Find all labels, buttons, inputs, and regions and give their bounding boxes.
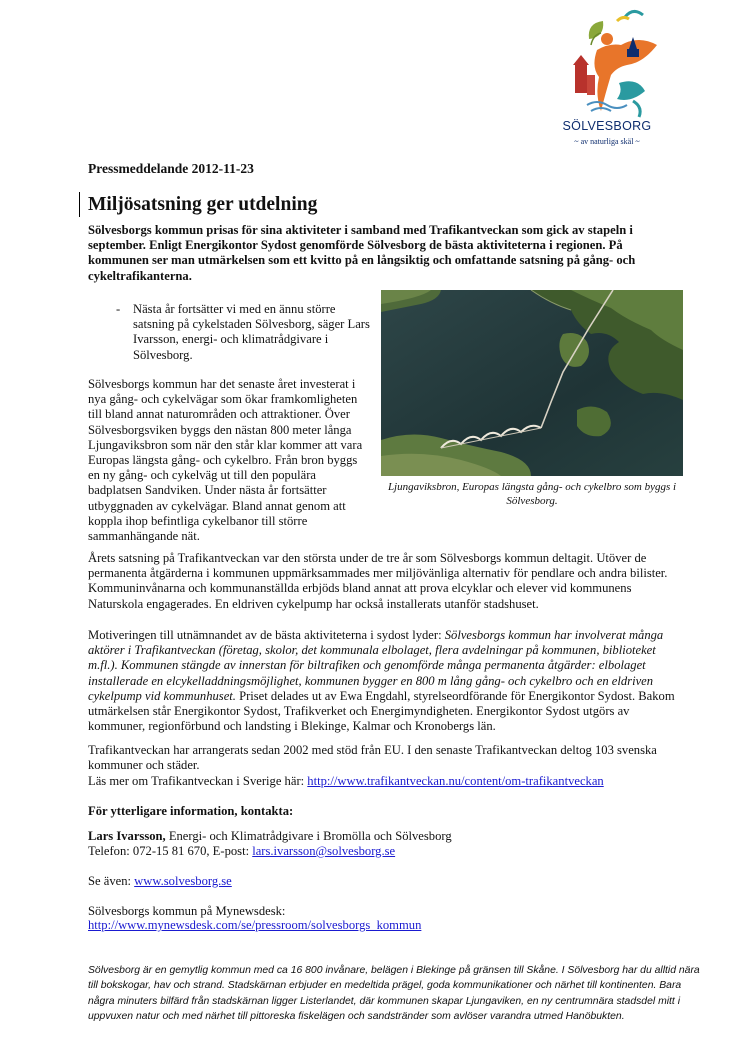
page-title: Miljösatsning ger utdelning — [88, 194, 318, 215]
bridge-photo-image — [381, 290, 683, 476]
contact-email-link[interactable]: lars.ivarsson@solvesborg.se — [252, 844, 396, 858]
read-more-label: Läs mer om Trafikantveckan i Sverige här: — [88, 774, 308, 788]
contact-phone-line — [88, 844, 688, 859]
mynewsdesk-label: Sölvesborgs kommun på Mynewsdesk: — [88, 904, 286, 918]
motivation-outro: Priset delades ut av Ewa Engdahl, styrelseordförande för Energikontor Sydost. Bakom utmärkelsen står Energikontor Sydost, Trafikverket och Energimyndigheten. Energikontor Sydost utgörs av kommuner, regionförbund och landsting i Blekinge, Kalmar och Kronobergs län. — [88, 688, 675, 734]
paragraph-motivation — [88, 628, 688, 734]
lead-paragraph: Sölvesborgs kommun prisas för sina aktiviteter i samband med Trafikantveckan som gick av stapeln i september. Enligt Energikontor Sydost genomförde Sölvesborg de bästa aktiviteterna i regionen. På kommunen ser man utmärkelsen som ett kvitto på en långsiktig och omfattande satsning på gång- och cykeltrafikanterna. — [88, 223, 636, 283]
mynewsdesk-line — [88, 918, 688, 933]
website-link[interactable]: www.solvesborg.se — [134, 874, 232, 888]
read-more-line — [88, 774, 688, 789]
paragraph-trafikantveckan: Årets satsning på Trafikantveckan var den största under de tre år som Sölvesborgs kommun deltagit. Utöver de permanenta åtgärderna i kommunen uppmärksammades mer miljövänliga alternativ för pendlare och andra bilister. Kommuninvånarna och kommunanställda erbjöds bland annat att prova elcyklar och elever vid kommunens Naturskola engagerades. En eldriven cykelpump har också installerats utanför stadshuset. — [88, 551, 668, 611]
logo-tagline: ~ av naturliga skäl ~ — [574, 137, 640, 146]
logo-name: SÖLVESBORG — [562, 119, 652, 133]
contact-heading: För ytterligare information, kontakta: — [88, 804, 294, 818]
quote-dash: - — [116, 302, 121, 316]
contact-role: Energi- och Klimatrådgivare i Bromölla och Sölvesborg — [165, 829, 452, 843]
paragraph-investment: Sölvesborgs kommun har det senaste året investerat i nya gång- och cykelvägar som ökar framkomligheten till bland annat naturområden och attraktioner. Över Sölvesborgsviken byggs den nästan 800 meter långa Ljungaviksbron som när den står klar kommer att vara Europas längsta gång- och cykelbro. Från bron byggs en ny gång- och cykelväg ut till den populära badplatsen Sandviken. Under nästa år fortsätter utbyggnaden av cykelvägar. Bland annat genom att koppla ihop befintliga cykelbanor till större sammanhängande nät. — [88, 377, 363, 544]
quote-text: Nästa år fortsätter vi med en ännu större satsning på cykelstaden Sölvesborg, säger Lars Ivarsson, energi- och klimatrådgivare i Sölvesborg. — [133, 302, 370, 362]
see-also-label: Se även: — [88, 874, 135, 888]
motivation-intro: Motiveringen till utnämnandet av de bästa aktiviteterna i sydost lyder: — [88, 628, 445, 642]
see-also-line — [88, 874, 688, 889]
footer-about-text: Sölvesborg är en gemytlig kommun med ca 16 800 invånare, belägen i Blekinge på gränsen till Skåne. I Sölvesborg har du alltid nära till bokskogar, hav och strand. Stadskärnan erbjuder en medeltida prägel, goda kommunikationer och närhet till kontinenten. Bara några minuters bilfärd från stadskärnan ligger Listerlandet, där kommunen skapar Ljungaviken, en ny centrumnära stadsdel mitt i uppvuxen natur och med närhet till pittoreska fiskelägen och sandstränder som avlöser varandra utmed Hanöbukten. — [88, 965, 700, 1022]
press-release-date: Pressmeddelande 2012-11-23 — [88, 161, 254, 176]
photo-caption: Ljungaviksbron, Europas längsta gång- och cykelbro som byggs i Sölvesborg. — [387, 481, 677, 507]
bridge-aerial-photo — [381, 290, 683, 476]
paragraph-history: Trafikantveckan har arrangerats sedan 2002 med stöd från EU. I den senaste Trafikantveckan deltog 103 svenska kommuner och städer. — [88, 743, 657, 773]
text-cursor-bar — [79, 192, 80, 217]
motivation-quote: Sölvesborgs kommun har involverat många aktörer i Trafikantveckan (företag, skolor, det kommunala elbolaget, flera avdelningar på kommunen, biblioteket m.fl.). Kommunen stängde av innerstan för biltrafiken och genomförde många permanenta åtgärder: elbolaget installerade en elcykelladdningsmöjlighet, kommunen bygger en 800 m lång gång- och cykelbro och en eldriven cykelpump vid kommunhuset. — [88, 628, 664, 703]
contact-phone: Telefon: 072-15 81 670, E-post: — [88, 844, 253, 858]
contact-name: Lars Ivarsson, — [88, 829, 166, 843]
trafikantveckan-link[interactable]: http://www.trafikantveckan.nu/content/om-trafikantveckan — [307, 774, 604, 788]
mynewsdesk-link[interactable]: http://www.mynewsdesk.com/se/pressroom/solvesborgs_kommun — [88, 918, 422, 932]
contact-name-line — [88, 829, 688, 844]
